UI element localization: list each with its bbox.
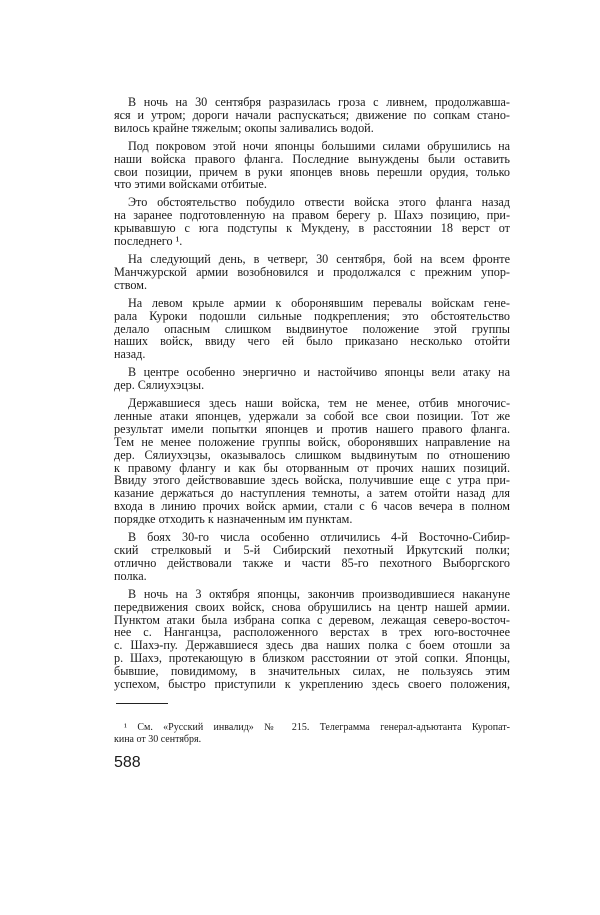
text-line: делало опасным слишком выдвинутое положение этой группы <box>114 321 510 336</box>
text-line: полка. <box>114 568 147 583</box>
paragraph <box>114 297 510 362</box>
paragraph <box>114 96 510 135</box>
text-line: ¹ См. «Русский инвалид» № 215. Телеграмма генерал-адъютанта Куропат- <box>124 721 510 733</box>
text-line: дер. Сялиухэцзы, оказывалось слишком выдвинутым по отношению <box>114 447 510 462</box>
text-line: В боях 30-го числа особенно отличились 4-й Восточно-Сибир- <box>128 530 510 545</box>
footnote-divider <box>116 703 168 704</box>
text-line: Под покровом этой ночи японцы большими силами обрушились на <box>128 138 510 153</box>
text-line: к правому флангу и как бы оторванным от прочих наших позиций. <box>114 460 510 475</box>
text-line: В ночь на 3 октября японцы, закончив производившиеся накануне <box>128 586 510 601</box>
text-line: успехом, быстро приступили к укреплению здесь своего положения, <box>114 677 510 692</box>
paragraph <box>114 366 510 392</box>
text-line: Тем не менее положение группы войск, оборонявших направление на <box>114 434 510 449</box>
text-line: В центре особенно энергично и настойчиво японцы вели атаку на <box>128 365 510 380</box>
text-line: рала Куроки подошли сильные подкрепления; это обстоятельство <box>114 308 510 323</box>
text-line: р. Шахэ, протекающую в близком расстоянии от этой сопки. Японцы, <box>114 651 510 666</box>
text-line: отлично действовали также и части 85-го пехотного Выборгского <box>114 555 510 570</box>
text-line: казание держаться до наступления темноты, а затем отойти назад для <box>114 486 510 501</box>
text-line: На левом крыле армии к оборонявшим перевалы войскам гене- <box>128 295 510 310</box>
text-line: нее с. Нанганцза, расположенного верстах в трех юго-восточнее <box>114 625 510 640</box>
text-line: последнего ¹. <box>114 234 183 249</box>
paragraph <box>114 531 510 583</box>
paragraph <box>114 140 510 192</box>
page-number: 588 <box>114 753 141 771</box>
text-line: ленные атаки японцев, удержали за собой все свои позиции. Тот же <box>114 408 510 423</box>
paragraph <box>114 722 510 746</box>
text-line: порядке отходить к назначенным им пунктам. <box>114 512 353 527</box>
text-line: наши войска правого фланга. Последние вынуждены были оставить <box>114 151 510 166</box>
text-line: На следующий день, в четверг, 30 сентября, бой на всем фронте <box>128 251 510 266</box>
text-line: наших войск, ввиду чего ей было приказано несколько отойти <box>114 334 510 349</box>
paragraph <box>114 253 510 292</box>
text-line: яся и утром; дороги начали распускаться; движение по сопкам стано- <box>114 107 510 122</box>
text-line: Манчжурской армии возобновился и продолжался с прежним упор- <box>114 264 510 279</box>
paragraph <box>114 397 510 526</box>
text-line: Это обстоятельство побудило отвести войска этого фланга назад <box>128 195 510 210</box>
text-line: вилось крайне тяжелым; окопы заливались водой. <box>114 120 374 135</box>
text-line: ством. <box>114 277 148 292</box>
text-line: ский стрелковый и 5-й Сибирский пехотный Иркутский полки; <box>114 543 510 557</box>
paragraph <box>114 588 510 691</box>
text-line: кина от 30 сентября. <box>114 733 202 745</box>
text-line: результат имели попытки японцев и против нашего правого фланга. <box>114 421 510 436</box>
text-line: Пунктом атаки была избрана сопка с деревом, лежащая северо-восточ- <box>114 612 510 627</box>
text-line: назад. <box>114 347 146 362</box>
footnote <box>114 722 510 746</box>
text-line: Державшиеся здесь наши войска, тем не менее, отбив многочис- <box>128 396 510 411</box>
text-line: входа в линию прочих войск армии, стали с 6 часов вечера в полном <box>114 499 510 514</box>
page-column <box>114 96 510 772</box>
text-line: дер. Сялиухэцзы. <box>114 378 205 393</box>
text-line: крывавшую с юга подступы к Мукдену, в расстоянии 18 верст от <box>114 221 510 236</box>
body-text <box>114 96 510 691</box>
text-line: свои позиции, причем в руки японцев вновь перешли орудия, только <box>114 164 510 179</box>
text-line: Ввиду этого действовавшие здесь войска, получившие еще с утра при- <box>114 473 510 488</box>
paragraph <box>114 196 510 248</box>
text-line: В ночь на 30 сентября разразилась гроза с ливнем, продолжавша- <box>128 95 510 109</box>
text-line: что этими войсками отбитые. <box>114 177 267 192</box>
text-line: передвижения своих войск, снова обрушились на центр нашей армии. <box>114 599 510 614</box>
text-line: бывшие, повидимому, в значительных силах, не пользуясь этим <box>114 664 510 679</box>
text-line: с. Шахэ-пу. Державшиеся здесь два наших полка с боем отошли за <box>114 638 510 653</box>
text-line: на заранее подготовленную на правом берегу р. Шахэ позицию, при- <box>114 208 510 223</box>
